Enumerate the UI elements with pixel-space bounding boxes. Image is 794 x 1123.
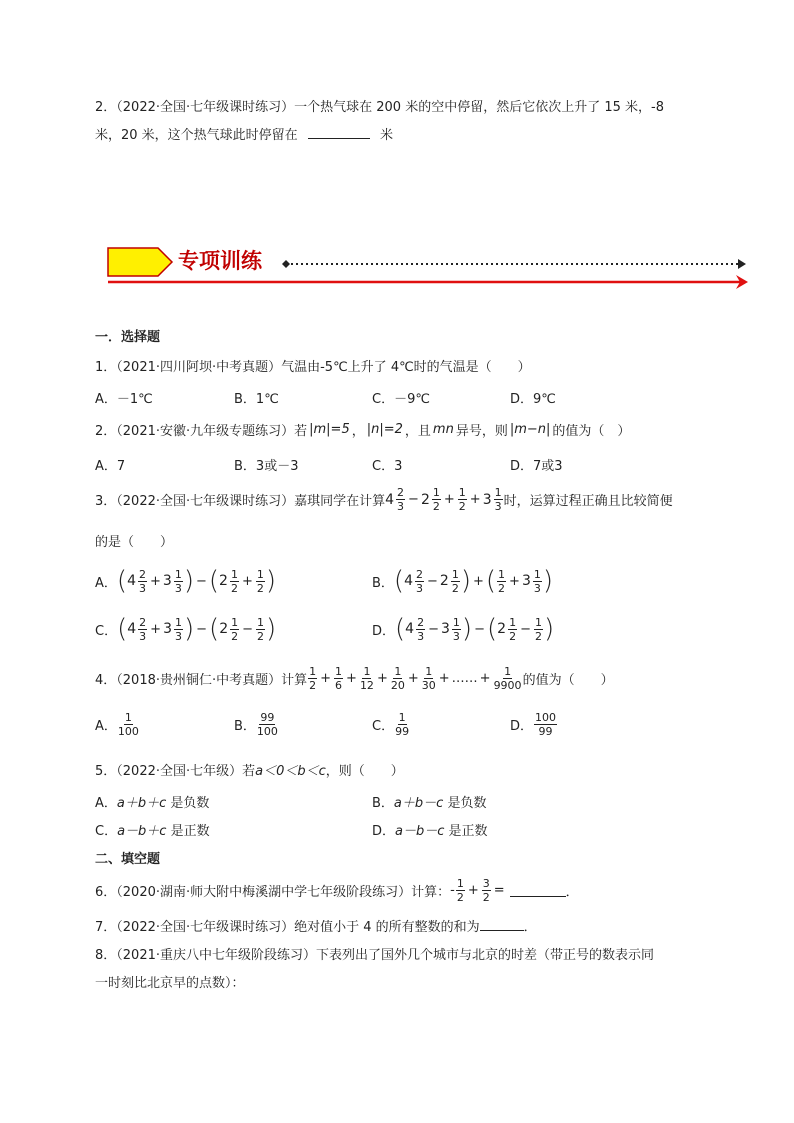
- q2-option-b[interactable]: B．3或－3: [234, 459, 299, 474]
- q4-dots: ……: [451, 671, 478, 686]
- answer-blank[interactable]: [308, 126, 370, 139]
- q3-option-a[interactable]: A． ( 4 $\frac{2}{3}$ + 3 $\frac{1}{3}$ ) − ( 2 $\frac{1}{2}$ + $\frac{1}{2}$ ): [95, 566, 277, 596]
- mixed-number: 2 $\frac{1}{2}$: [420, 486, 440, 513]
- q4-p1: 4．（2018·贵州铜仁·中考真题）计算: [95, 673, 308, 688]
- q3-option-b[interactable]: B． ( 4 $\frac{2}{3}$ − 2 $\frac{1}{2}$ ) + ( $\frac{1}{2}$ + 3 $\frac{1}{3}$ ): [372, 566, 554, 596]
- q2top-unit: 米: [379, 128, 393, 143]
- q6-stem: 6．（2020·湖南·师大附中梅溪湖中学七年级阶段练习）计算： - $\frac{1}{2}$ + $\frac{3}{2}$ = ．: [95, 877, 579, 904]
- q5-option-d[interactable]: D．a－b－c 是正数: [372, 824, 488, 839]
- section2-title: 二、填空题: [95, 852, 161, 867]
- q2-expr: |m−n|: [509, 422, 551, 437]
- q4-p2: 的值为（ ）: [522, 673, 614, 688]
- q4-option-a[interactable]: A． $\frac{1}{100}$: [95, 711, 139, 738]
- q7-p1: 7．（2022·全国·七年级课时练习）绝对值小于 4 的所有整数的和为: [95, 920, 480, 935]
- q6-p1: 6．（2020·湖南·师大附中梅溪湖中学七年级阶段练习）计算：: [95, 885, 451, 900]
- question-2-top-line2: [95, 124, 393, 143]
- q2-option-a[interactable]: A．7: [95, 459, 126, 474]
- banner-title: 专项训练: [178, 249, 262, 273]
- q5-option-c[interactable]: C．a－b＋c 是正数: [95, 824, 210, 839]
- q4-option-b[interactable]: B． $\frac{99}{100}$: [234, 711, 278, 738]
- q2-option-d[interactable]: D．7或3: [510, 459, 563, 474]
- mixed-number: 4 $\frac{2}{3}$: [385, 486, 405, 513]
- q2-stem: [95, 420, 630, 439]
- q5-p1: 5．（2022·全国·七年级）若: [95, 764, 256, 779]
- q5-option-b[interactable]: B．a＋b－c 是负数: [372, 796, 487, 811]
- q3-p2: 时，运算过程正确且比较简便: [503, 494, 673, 509]
- section1-title: 一．选择题: [95, 330, 161, 345]
- q6-answer-blank[interactable]: [510, 884, 566, 897]
- fraction: $\frac{1}{2}$: [458, 486, 466, 513]
- q5-cond: a＜0＜b＜c: [255, 764, 326, 779]
- q2-mn: mn: [432, 422, 454, 437]
- q4-option-c[interactable]: C． $\frac{1}{99}$: [372, 711, 410, 738]
- q8-line1: 8．（2021·重庆八中七年级阶段练习）下表列出了国外几个城市与北京的时差（带正号的数表示同: [95, 948, 654, 963]
- q2-p2: ，且: [404, 424, 431, 439]
- banner-arrow-icon: [108, 248, 172, 276]
- q5-option-a[interactable]: A．a＋b＋c 是负数: [95, 796, 210, 811]
- q2top-text: 米，20 米，这个热气球此时停留在: [95, 128, 298, 143]
- q5-p2: ，则（ ）: [325, 764, 404, 779]
- question-2-top-line1: 2．（2022·全国·七年级课时练习）一个热气球在 200 米的空中停留，然后它依次上升了 15 米，-8: [95, 100, 664, 115]
- q4-stem: 4．（2018·贵州铜仁·中考真题）计算 $\frac{1}{2}$ + $\frac{1}{6}$ + $\frac{1}{12}$ + $\frac{1}{20}$ + $\frac{1}{30}$ + …… + $\frac{1}{9900}$ 的值为（ ）: [95, 665, 614, 692]
- arrow-head-icon: [738, 259, 746, 269]
- mixed-number: 3 $\frac{1}{3}$: [482, 486, 502, 513]
- q2-p3: 异号，则: [455, 424, 508, 439]
- q2-p1: 2．（2021·安徽·九年级专题练习）若: [95, 424, 308, 439]
- q7-answer-blank[interactable]: [480, 918, 524, 931]
- q2-m-abs: |m|=5: [309, 422, 350, 437]
- q3-stem: 3．（2022·全国·七年级课时练习）嘉琪同学在计算 4 $\frac{2}{3}$ − 2 $\frac{1}{2}$ + $\frac{1}{2}$ + 3 $\frac{1}{3}$ 时，运算过程正确且比较简便: [95, 486, 673, 513]
- q3-p1: 3．（2022·全国·七年级课时练习）嘉琪同学在计算: [95, 494, 386, 509]
- q1-option-c[interactable]: C．－9℃: [372, 392, 430, 407]
- q1-option-b[interactable]: B．1℃: [234, 392, 279, 407]
- q7-stem: 7．（2022·全国·七年级课时练习）绝对值小于 4 的所有整数的和为 ．: [95, 920, 537, 935]
- q3-option-d[interactable]: D． ( 4 $\frac{2}{3}$ − 3 $\frac{1}{3}$ ) − ( 2 $\frac{1}{2}$ − $\frac{1}{2}$ ): [372, 614, 555, 644]
- q1-option-d[interactable]: D．9℃: [510, 392, 556, 407]
- q8-line2: 一时刻比北京早的点数）：: [95, 976, 245, 991]
- q5-stem: [95, 760, 404, 779]
- q2-option-c[interactable]: C．3: [372, 459, 403, 474]
- q2-p4: 的值为（ ）: [552, 424, 631, 439]
- q3-line2: 的是（ ）: [95, 535, 174, 550]
- q1-stem: 1．（2021·四川阿坝·中考真题）气温由-5℃上升了 4℃时的气温是（ ）: [95, 360, 531, 375]
- q2-n-abs: |n|=2: [366, 422, 403, 437]
- q3-option-c[interactable]: C． ( 4 $\frac{2}{3}$ + 3 $\frac{1}{3}$ ) − ( 2 $\frac{1}{2}$ − $\frac{1}{2}$ ): [95, 614, 277, 644]
- q4-option-d[interactable]: D． $\frac{100}{99}$: [510, 711, 557, 738]
- q2-sep: ，: [351, 424, 365, 439]
- q1-option-a[interactable]: A．－1℃: [95, 392, 153, 407]
- diamond-icon: [282, 260, 290, 268]
